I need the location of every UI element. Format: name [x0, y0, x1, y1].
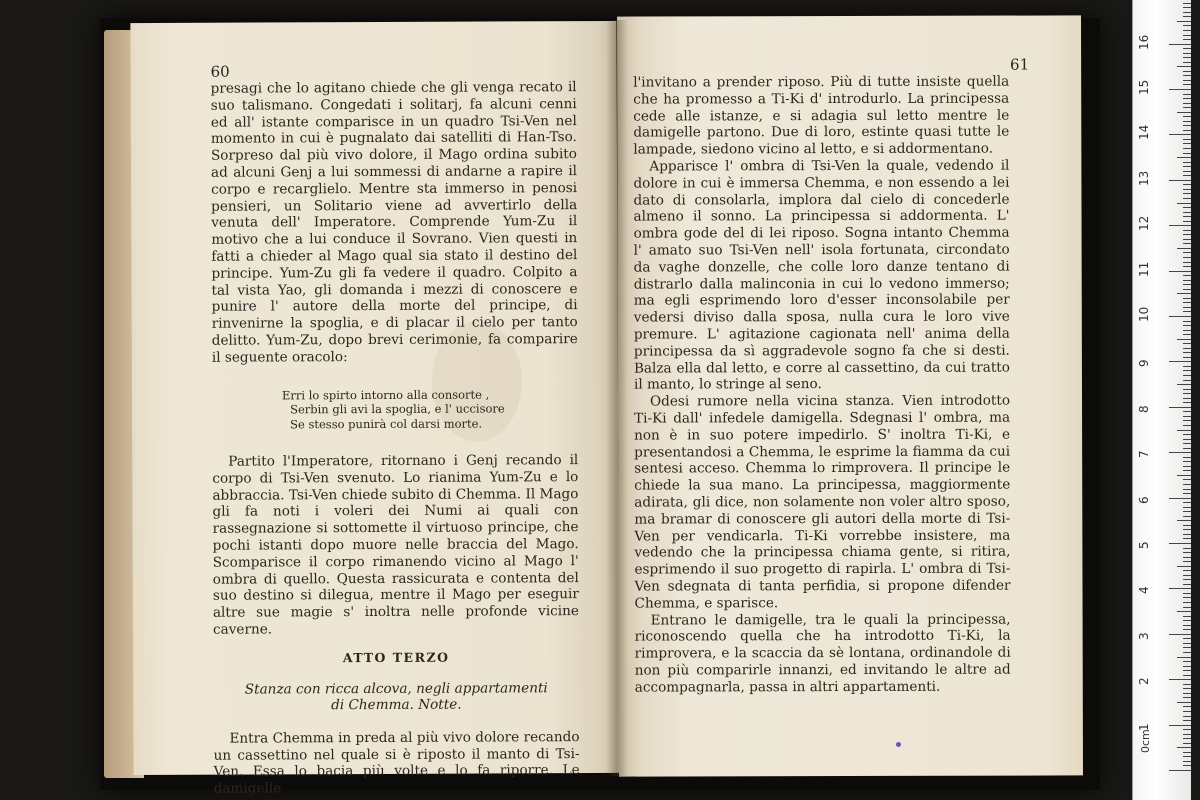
- ruler-tick: [1177, 702, 1191, 703]
- ruler-tick: [1183, 298, 1191, 299]
- ruler-tick: [1169, 407, 1191, 408]
- ruler-tick: [1183, 57, 1191, 58]
- ruler-label: 8: [1137, 405, 1151, 413]
- ruler-tick: [1183, 266, 1191, 267]
- paragraph: Partito l'Imperatore, ritornano i Genj recando il corpo di Tsi-Ven svenuto. Lo rianima Yum-Zu e lo abbraccia. Tsi-Ven chiede subito di Chemma. Il Mago gli fa noti i voleri dei Numi ai quali con rassegnazione si sottomette il virtuoso principe, che pochi istanti dopo muore nelle braccia del Mago. Scomparisce il corpo rimanendo vicino al Mago l' ombra di quello. Questa rassicurata e contenta del suo destino si dilegua, mentre il Mago per eseguir altre sue magie s' inoltra nelle profonde vicine caverne.: [212, 452, 579, 638]
- ruler-tick: [1183, 402, 1191, 403]
- paragraph: Odesi rumore nella vicina stanza. Vien introdotto Ti-Ki dall' infedele damigella. Sdegnasi l' ombra, ma non è in suo potere impedirlo. S' inoltra Ti-Ki, e presentandosi a Chemma, le esprime la fiamma da cui sentesi acceso. Chemma lo rimprovera. Il principe le chiede la sua mano. La principessa, maggiormente adirata, gli dice, non solamente non voler altro sposo, ma bramar di conoscere gli autori della morte di Tsi-Ven per vendicarla. Ti-Ki vorrebbe insistere, ma vedendo che la principessa chiama gente, si ritira, esprimendo il suo progetto di rapirla. L' ombra di Tsi-Ven sdegnata di tanta perfidia, si propone difender Chemma, e sparisce.: [634, 392, 1011, 612]
- measuring-ruler: [1132, 0, 1191, 800]
- ruler-tick: [1183, 425, 1191, 426]
- book-gutter: [606, 20, 628, 776]
- ruler-tick: [1183, 697, 1191, 698]
- ruler-tick: [1183, 125, 1191, 126]
- right-page: [617, 15, 1083, 776]
- ruler-tick: [1169, 770, 1191, 771]
- ruler-tick: [1183, 411, 1191, 412]
- left-page: [130, 21, 619, 797]
- ruler-tick: [1169, 316, 1191, 317]
- ruler-tick: [1183, 357, 1191, 358]
- ink-dot: [896, 742, 901, 747]
- ruler-tick: [1183, 153, 1191, 154]
- ruler-tick: [1183, 743, 1191, 744]
- ruler-tick: [1183, 275, 1191, 276]
- ruler-tick: [1177, 112, 1191, 113]
- ruler-tick: [1183, 629, 1191, 630]
- ruler-tick: [1183, 103, 1191, 104]
- paragraph: Apparisce l' ombra di Tsi-Ven la quale, vedendo il dolore in cui è immersa Chemma, e non essendo a lei dato di consolarla, implora dal cielo di concederle almeno il sonno. La principessa si addormenta. L' ombra gode del di lei riposo. Sogna intanto Chemma l' amato suo Tsi-Ven nell' isola fortunata, circondato da vaghe donzelle, che colle loro danze tentano di distrarlo dalla malinconia in cui lo vedono immerso; ma egli esprimendo loro d'esser inconsolabile per vedersi diviso dalla sposa, nulla cura le loro vive premure. L' agitazione cagionata nell' anima della principessa da sì aggradevole sogno fa che si desti. Balza ella dal letto, e corre al cassettino, da cui tratto il manto, lo stringe al seno.: [633, 157, 1010, 393]
- ruler-tick: [1169, 543, 1191, 544]
- ruler-tick: [1177, 66, 1191, 67]
- scene-line: di Chemma. Notte.: [331, 696, 462, 714]
- ruler-tick: [1183, 434, 1191, 435]
- ruler-tick: [1183, 752, 1191, 753]
- ruler-label: 11: [1137, 261, 1151, 277]
- ruler-tick: [1183, 139, 1191, 140]
- ruler-tick: [1183, 461, 1191, 462]
- ruler-tick: [1183, 557, 1191, 558]
- ruler-label: 2: [1137, 677, 1151, 686]
- ruler-tick: [1183, 675, 1191, 676]
- ruler-tick: [1183, 3, 1191, 4]
- ruler-tick: [1183, 84, 1191, 85]
- ruler-tick: [1183, 706, 1191, 707]
- act-title: ATTO TERZO: [342, 649, 450, 665]
- ruler-label: 3: [1137, 632, 1151, 640]
- ruler-label: 6: [1137, 495, 1151, 504]
- ruler-tick: [1169, 89, 1191, 90]
- ruler-tick: [1183, 652, 1191, 653]
- ruler-tick: [1169, 44, 1191, 45]
- ruler-label: 10: [1137, 306, 1151, 322]
- left-page-text: [211, 79, 580, 798]
- ruler-tick: [1177, 611, 1191, 612]
- ruler-tick: [1183, 552, 1191, 553]
- scene-line: Stanza con ricca alcova, negli appartamenti: [244, 679, 548, 698]
- ruler-label: 9: [1137, 359, 1151, 368]
- ruler-tick: [1183, 620, 1191, 621]
- ruler-tick: [1183, 221, 1191, 222]
- ruler-tick: [1183, 643, 1191, 644]
- ruler-tick: [1183, 647, 1191, 648]
- ruler-tick: [1183, 479, 1191, 480]
- ruler-tick: [1183, 302, 1191, 303]
- ruler-tick: [1177, 21, 1191, 22]
- ruler-tick: [1183, 252, 1191, 253]
- ruler-tick: [1183, 684, 1191, 685]
- ruler-tick: [1183, 12, 1191, 13]
- ruler-tick: [1183, 212, 1191, 213]
- ruler-tick: [1183, 25, 1191, 26]
- ruler-tick: [1183, 443, 1191, 444]
- ruler-tick: [1183, 575, 1191, 576]
- ruler-tick: [1183, 507, 1191, 508]
- ruler-label: 15: [1137, 79, 1151, 95]
- ruler-tick: [1183, 625, 1191, 626]
- ruler-tick: [1183, 584, 1191, 585]
- ruler-label: 16: [1137, 34, 1151, 50]
- ruler-tick: [1183, 16, 1191, 17]
- ruler-tick: [1183, 398, 1191, 399]
- ruler-tick: [1183, 71, 1191, 72]
- ruler-tick: [1183, 548, 1191, 549]
- ruler-label: 5: [1137, 541, 1151, 549]
- ruler-tick: [1177, 475, 1191, 476]
- ruler-tick: [1183, 189, 1191, 190]
- ruler-tick: [1183, 534, 1191, 535]
- ruler-tick: [1169, 180, 1191, 181]
- ruler-label: 1: [1137, 722, 1151, 731]
- ruler-tick: [1177, 747, 1191, 748]
- ruler-tick: [1183, 171, 1191, 172]
- right-page-text: [633, 74, 1011, 696]
- ruler-tick: [1183, 257, 1191, 258]
- oracle-verse: [282, 387, 578, 432]
- ruler-tick: [1183, 538, 1191, 539]
- ruler-tick: [1183, 688, 1191, 689]
- ruler-tick: [1177, 520, 1191, 521]
- ruler-tick: [1183, 94, 1191, 95]
- ruler-tick: [1169, 271, 1191, 272]
- ruler-tick: [1183, 280, 1191, 281]
- ruler-tick: [1183, 738, 1191, 739]
- ruler-label: 7: [1137, 450, 1151, 459]
- ruler-tick: [1183, 529, 1191, 530]
- ruler-tick: [1183, 35, 1191, 36]
- ruler-tick: [1177, 157, 1191, 158]
- ruler-tick: [1183, 166, 1191, 167]
- ruler-tick: [1183, 75, 1191, 76]
- ruler-label: 13: [1137, 170, 1151, 186]
- ruler-tick: [1183, 607, 1191, 608]
- ruler-tick: [1183, 148, 1191, 149]
- ruler-tick: [1169, 725, 1191, 726]
- ruler-tick: [1183, 370, 1191, 371]
- ruler-tick: [1183, 638, 1191, 639]
- ruler-tick: [1183, 511, 1191, 512]
- ruler-tick: [1183, 262, 1191, 263]
- ruler-tick: [1177, 248, 1191, 249]
- ruler-tick: [1177, 203, 1191, 204]
- ruler-tick: [1183, 380, 1191, 381]
- ruler-tick: [1169, 634, 1191, 635]
- ruler-tick: [1183, 729, 1191, 730]
- ruler-tick: [1177, 657, 1191, 658]
- ruler-tick: [1183, 448, 1191, 449]
- ruler-tick: [1183, 761, 1191, 762]
- ruler-tick: [1183, 162, 1191, 163]
- ruler-tick: [1183, 470, 1191, 471]
- ruler-tick: [1183, 307, 1191, 308]
- ruler-tick: [1177, 384, 1191, 385]
- ruler-tick: [1183, 234, 1191, 235]
- ruler-tick: [1183, 325, 1191, 326]
- ruler-tick: [1183, 484, 1191, 485]
- ruler-tick: [1183, 466, 1191, 467]
- ruler-tick: [1183, 143, 1191, 144]
- ruler-tick: [1183, 579, 1191, 580]
- ruler-tick: [1183, 570, 1191, 571]
- ruler-tick: [1183, 243, 1191, 244]
- ruler-tick: [1183, 489, 1191, 490]
- ruler-tick: [1183, 348, 1191, 349]
- ruler-tick: [1169, 225, 1191, 226]
- paragraph: Entrano le damigelle, tra le quali la principessa, riconoscendo quella che ha introdotto Ti-Ki, la rimprovera, e la scaccia da sè lontana, ordinandole di non più comparirle innanzi, ed invitando le altre ad accompagnarla, passa in altri appartamenti.: [634, 611, 1011, 696]
- ruler-tick: [1183, 239, 1191, 240]
- ruler-tick: [1183, 756, 1191, 757]
- ruler-unit-label: 0cm: [1139, 729, 1152, 753]
- ruler-tick: [1169, 134, 1191, 135]
- page-number: 61: [1010, 55, 1030, 74]
- ruler-tick: [1183, 711, 1191, 712]
- ruler-tick: [1183, 693, 1191, 694]
- ruler-tick: [1183, 765, 1191, 766]
- ruler-tick: [1183, 457, 1191, 458]
- ruler-tick: [1183, 597, 1191, 598]
- ruler-tick: [1183, 602, 1191, 603]
- ruler-tick: [1183, 7, 1191, 8]
- ruler-tick: [1183, 352, 1191, 353]
- ruler-tick: [1183, 39, 1191, 40]
- ruler-tick: [1183, 116, 1191, 117]
- ruler-tick: [1177, 339, 1191, 340]
- ruler-tick: [1183, 330, 1191, 331]
- verse-line: Serbin gli avi la spoglia, e l' uccisore: [290, 401, 505, 417]
- ruler-tick: [1183, 284, 1191, 285]
- ruler-label: 4: [1137, 586, 1151, 595]
- ruler-tick: [1183, 98, 1191, 99]
- ruler-tick: [1183, 184, 1191, 185]
- ruler-tick: [1183, 393, 1191, 394]
- page-number: 60: [210, 62, 230, 81]
- ruler-tick: [1183, 366, 1191, 367]
- paragraph: l'invitano a prender riposo. Più di tutte insiste quella che ha promesso a Ti-Ki d' introdurlo. La principessa cede alle istanze, e si adagia sul letto mentre le damigelle partono. Due di loro, estinte quasi tutte le lampade, siedono vicino al letto, e si addormentano.: [633, 73, 1010, 158]
- ruler-tick: [1169, 588, 1191, 589]
- ruler-tick: [1183, 493, 1191, 494]
- ruler-tick: [1177, 293, 1191, 294]
- ruler-tick: [1183, 516, 1191, 517]
- ruler-tick: [1177, 430, 1191, 431]
- ruler-tick: [1183, 193, 1191, 194]
- ruler-tick: [1169, 679, 1191, 680]
- ruler-tick: [1183, 616, 1191, 617]
- ruler-tick: [1169, 452, 1191, 453]
- ruler-tick: [1183, 230, 1191, 231]
- ruler-tick: [1183, 416, 1191, 417]
- ruler-tick: [1183, 207, 1191, 208]
- verse-line: Erri lo spirto intorno alla consorte ,: [281, 387, 490, 402]
- ruler-tick: [1183, 130, 1191, 131]
- ruler-tick: [1183, 311, 1191, 312]
- ruler-tick: [1183, 343, 1191, 344]
- ruler-label: 14: [1137, 125, 1151, 141]
- ruler-tick: [1183, 107, 1191, 108]
- ruler-tick: [1183, 389, 1191, 390]
- ruler-tick: [1183, 661, 1191, 662]
- ruler-tick: [1183, 80, 1191, 81]
- ruler-tick: [1183, 439, 1191, 440]
- ruler-tick: [1169, 361, 1191, 362]
- ruler-tick: [1183, 53, 1191, 54]
- ruler-tick: [1183, 48, 1191, 49]
- ruler-tick: [1183, 525, 1191, 526]
- ruler-tick: [1183, 716, 1191, 717]
- ruler-tick: [1183, 30, 1191, 31]
- ruler-tick: [1183, 321, 1191, 322]
- ruler-tick: [1183, 175, 1191, 176]
- ruler-tick: [1183, 720, 1191, 721]
- ruler-tick: [1169, 498, 1191, 499]
- ruler-label: 12: [1137, 215, 1151, 232]
- ruler-tick: [1183, 289, 1191, 290]
- ruler-tick: [1183, 561, 1191, 562]
- ruler-tick: [1183, 216, 1191, 217]
- ruler-tick: [1183, 334, 1191, 335]
- scene-direction: [213, 680, 579, 715]
- paragraph: Entra Chemma in preda al più vivo dolore recando un cassettino nel quale si è riposto il manto di Tsi-Ven. Essa lo bacia più volte e lo fa riporre. Le damigelle: [213, 728, 580, 797]
- ruler-tick: [1183, 502, 1191, 503]
- verse-line: Se stesso punirà col darsi morte.: [290, 416, 483, 431]
- ruler-tick: [1183, 593, 1191, 594]
- paragraph: presagi che lo agitano chiede che gli venga recato il suo talismano. Congedati i solitarj, fa alcuni cenni ed all' istante comparisce in un quadro Tsi-Ven nel momento in cui è pugnalato dai satelliti di Han-Tso. Sorpreso dal più vivo dolore, il Mago ordina subito ad alcuni Genj a lui sommessi di andarne a rapire il corpo e recarglielo. Mentre sta immerso in penosi pensieri, un Solitario viene ad avvertirlo della venuta dell' Imperatore. Comprende Yum-Zu il motivo che a lui conduce il Sovrano. Vien questi in fatti a chieder al Mago qual sia stato il destino del principe. Yum-Zu gli fa vedere il quadro. Colpito a tal vista Yao, gli domanda i mezzi di conoscere e punire l' autore della morte del principe, di rinvenirne la spoglia, e di placar il cielo per tanto delitto. Yum-Zu, dopo brevi cerimonie, fa comparire il seguente oracolo:: [210, 79, 578, 366]
- ruler-tick: [1183, 121, 1191, 122]
- ruler-tick: [1183, 375, 1191, 376]
- ruler-tick: [1183, 198, 1191, 199]
- ruler-tick: [1177, 566, 1191, 567]
- ruler-tick: [1183, 670, 1191, 671]
- ruler-tick: [1183, 62, 1191, 63]
- ruler-tick: [1183, 420, 1191, 421]
- ruler-tick: [1183, 666, 1191, 667]
- ruler-tick: [1183, 734, 1191, 735]
